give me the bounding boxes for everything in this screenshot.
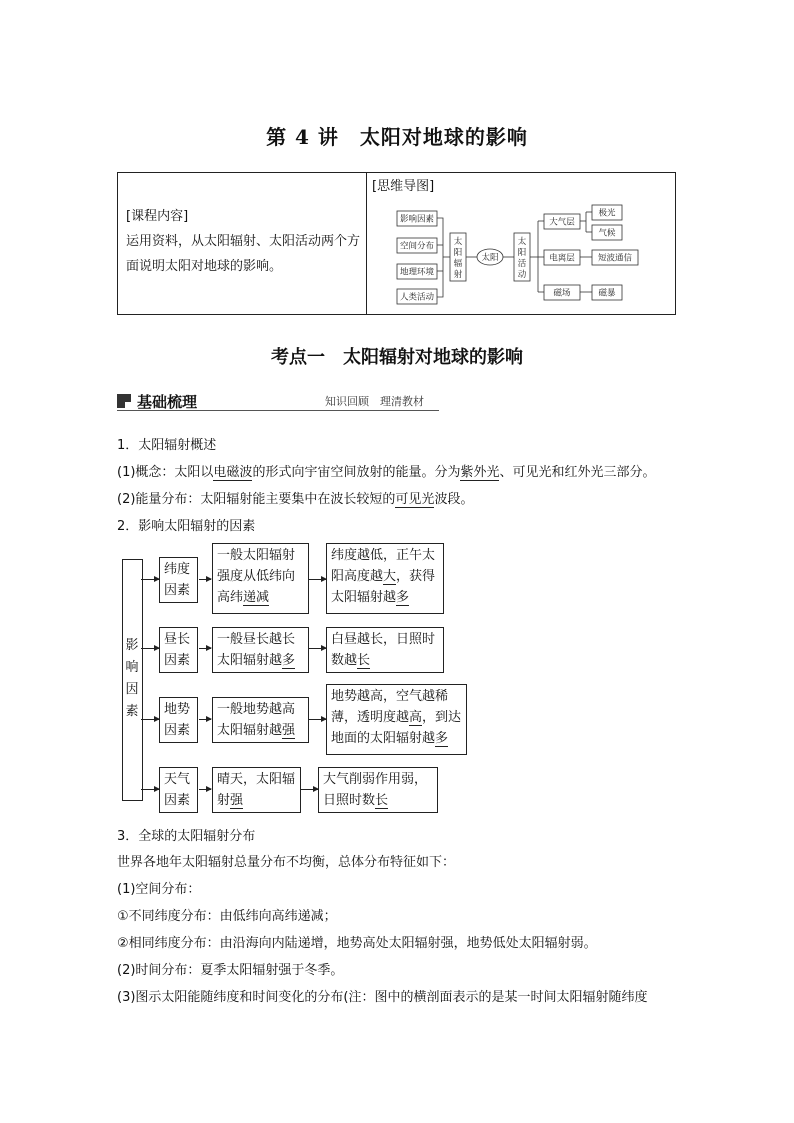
box-line: 一般地势越高 xyxy=(217,702,296,717)
arrow xyxy=(309,648,326,649)
s3-line: ①不同纬度分布：由低纬向高纬递减； xyxy=(117,909,337,924)
page-title: 第 4 讲 太阳对地球的影响 xyxy=(266,125,528,149)
factor-box-weather: 天气因素 xyxy=(159,767,198,813)
underlined-answer: 多 xyxy=(396,590,410,605)
mm-mid-label: 磁场 xyxy=(553,288,571,299)
s3-heading: 3．全球的太阳辐射分布 xyxy=(117,829,256,844)
underlined-answer: 高 xyxy=(409,710,423,725)
arrow xyxy=(301,789,318,790)
underlined-answer: 强 xyxy=(282,723,296,738)
section-bar xyxy=(117,392,439,416)
arrow xyxy=(199,648,211,649)
result-box-latitude xyxy=(326,543,444,614)
mid-box-latitude xyxy=(212,543,309,614)
mm-sun-label: 太阳 xyxy=(481,253,499,263)
text-run: 射 xyxy=(217,793,231,808)
s3-line: (1)空间分布： xyxy=(117,882,201,897)
text-run: 高纬 xyxy=(217,590,244,605)
box-line xyxy=(323,790,433,811)
s3-line: (2)时间分布：夏季太阳辐射强于冬季。 xyxy=(117,963,344,978)
text-run: 太阳辐射越 xyxy=(217,723,283,738)
underlined-answer: 长 xyxy=(375,793,389,808)
factor-box-terrain: 地势因素 xyxy=(159,697,198,743)
text-run: 波段。 xyxy=(434,492,474,507)
s3-line: ②相同纬度分布：由沿海向内陆递增，地势高处太阳辐射强，地势低处太阳辐射弱。 xyxy=(117,936,597,951)
arrow xyxy=(141,719,159,720)
s1-heading: 1．太阳辐射概述 xyxy=(117,438,217,453)
course-heading: [课程内容] xyxy=(126,209,189,224)
text-run: 的形式向宇宙空间放射的能量。分为 xyxy=(252,465,461,480)
s3-line: (3)图示太阳能随纬度和时间变化的分布(注：图中的横剖面表示的是某一时间太阳辐射随纬度 xyxy=(117,990,648,1005)
section-square-icon xyxy=(117,394,131,408)
box-line: 强度从低纬向 xyxy=(217,569,296,584)
text-run: 日照时数 xyxy=(323,793,376,808)
arrow xyxy=(309,719,326,720)
text-run: 太阳辐射越 xyxy=(217,653,283,668)
box-line: 白昼越长，日照时 xyxy=(331,632,436,647)
section-title: 考点一 太阳辐射对地球的影响 xyxy=(271,347,523,368)
underlined-answer: 强 xyxy=(230,793,244,808)
text-run: (2)能量分布：太阳辐射能主要集中在波长较短的 xyxy=(117,492,396,507)
arrow xyxy=(199,579,211,580)
text-run: 阳高度越 xyxy=(331,569,384,584)
box-line xyxy=(217,720,304,741)
s1-energy xyxy=(117,490,687,510)
factors-flowchart xyxy=(120,543,480,813)
mm-right-label: 极光 xyxy=(598,208,616,219)
factor-box-daylength: 昼长因素 xyxy=(159,627,198,673)
box-line xyxy=(331,728,462,749)
text-run: 薄，透明度越 xyxy=(331,710,410,725)
box-line: 地势越高，空气越稀 xyxy=(331,689,449,704)
underlined-answer: 大 xyxy=(383,569,397,584)
box-line: 一般昼长越长 xyxy=(217,632,296,647)
arrow xyxy=(141,789,159,790)
mm-right-label: 短波通信 xyxy=(597,253,633,264)
mm-right-label: 气候 xyxy=(598,228,616,239)
box-line: 晴天，太阳辐 xyxy=(217,772,296,787)
mm-left-label: 空间分布 xyxy=(399,241,435,252)
text-run: (1)概念：太阳以 xyxy=(117,465,214,480)
box-line xyxy=(331,707,462,728)
result-box-daylength xyxy=(326,627,444,673)
arrow xyxy=(141,648,159,649)
box-line xyxy=(331,566,439,587)
underlined-answer: 可见光 xyxy=(395,492,435,507)
box-line xyxy=(331,650,439,671)
course-table xyxy=(117,172,676,315)
mid-box-terrain xyxy=(212,697,309,743)
mindmap-diagram xyxy=(367,173,675,314)
mm-mid-label: 大气层 xyxy=(549,217,575,228)
box-line xyxy=(217,790,296,811)
mid-box-weather xyxy=(212,767,301,813)
box-line xyxy=(217,650,304,671)
box-line xyxy=(331,587,439,608)
arrow xyxy=(141,579,159,580)
box-line: 一般太阳辐射 xyxy=(217,548,296,563)
underlined-answer: 多 xyxy=(282,653,296,668)
text-run: ，获得 xyxy=(396,569,436,584)
course-text: 运用资料，从太阳辐射、太阳活动两个方面说明太阳对地球的影响。 xyxy=(126,234,361,274)
text-run: 数越 xyxy=(331,653,358,668)
result-box-terrain xyxy=(326,684,467,755)
text-run: 地面的太阳辐射越 xyxy=(331,731,436,746)
section-tag: 知识回顾 理清教材 xyxy=(325,395,424,408)
text-run: ，到达 xyxy=(422,710,462,725)
text-run: 、可见光和红外光三部分。 xyxy=(499,465,656,480)
mm-mid-label: 电离层 xyxy=(549,253,575,264)
underlined-answer: 紫外光 xyxy=(460,465,500,480)
mm-left-label: 人类活动 xyxy=(399,292,435,303)
mm-activity-label: 太阳活动 xyxy=(517,237,527,280)
mindmap-heading: [思维导图] xyxy=(372,179,435,194)
mm-radiation-label: 太阳辐射 xyxy=(453,237,463,280)
underlined-answer: 电磁波 xyxy=(213,465,253,480)
underlined-answer: 长 xyxy=(357,653,371,668)
mm-right-label: 磁暴 xyxy=(598,288,616,299)
mid-box-daylength xyxy=(212,627,309,673)
arrow xyxy=(199,789,211,790)
factors-spine-label: 影 响 因 素 xyxy=(125,638,139,719)
arrow xyxy=(309,579,326,580)
section-rule xyxy=(117,410,439,411)
s2-heading: 2．影响太阳辐射的因素 xyxy=(117,519,256,534)
factor-box-latitude: 纬度因素 xyxy=(159,557,198,603)
arrow xyxy=(199,719,211,720)
s1-concept xyxy=(117,463,687,483)
mm-left-label: 影响因素 xyxy=(399,214,435,225)
result-box-weather xyxy=(318,767,438,813)
mm-left-label: 地理环境 xyxy=(399,267,435,278)
section-label: 基础梳理 xyxy=(137,393,198,411)
box-line xyxy=(217,587,304,608)
text-run: 太阳辐射越 xyxy=(331,590,397,605)
s3-line: 世界各地年太阳辐射总量分布不均衡，总体分布特征如下： xyxy=(117,855,456,870)
box-line: 大气削弱作用弱， xyxy=(323,772,428,787)
box-line: 纬度越低，正午太 xyxy=(331,548,436,563)
underlined-answer: 递减 xyxy=(243,590,270,605)
underlined-answer: 多 xyxy=(435,731,449,746)
